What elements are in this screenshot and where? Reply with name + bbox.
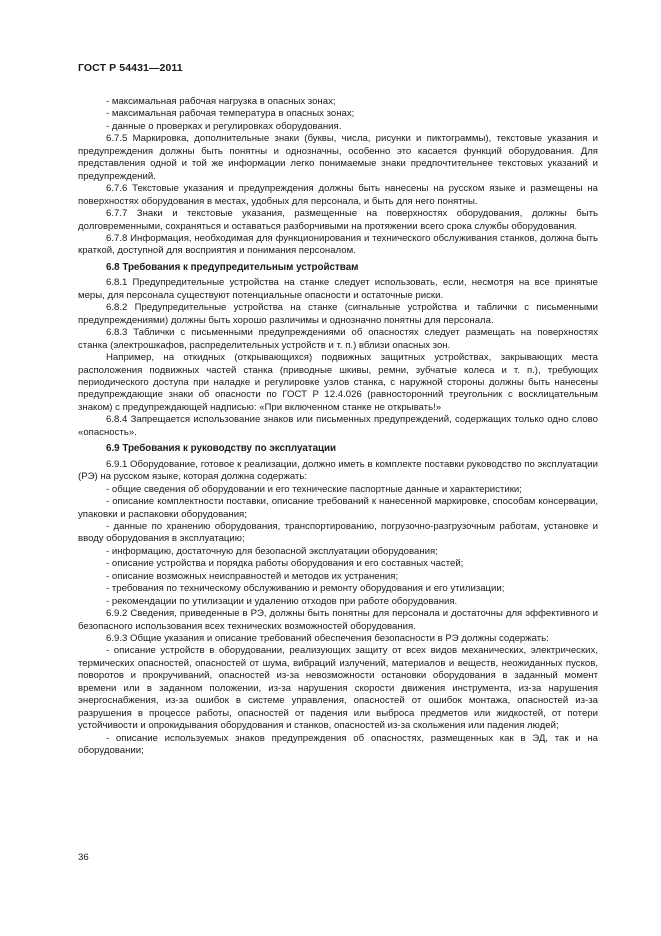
paragraph-6-9-3: 6.9.3 Общие указания и описание требований обеспечения безопасности в РЭ должны содержать: [106, 633, 549, 645]
list-item: - требования по техническому обслуживанию и ремонту оборудования и его утилизации; [106, 583, 505, 595]
list-item: - данные по хранению оборудования, транспортированию, погрузочно-разгрузочным работам, установке и вводу оборудования в эксплуатацию; [78, 520, 598, 545]
list-item: - рекомендации по утилизации и удалению отходов при работе оборудования. [106, 595, 458, 607]
paragraph-6-7-5: 6.7.5 Маркировка, дополнительные знаки (буквы, числа, рисунки и пиктограммы), текстовые указания и предупреждения должны быть понятны и однозначны, особенно это касается функций оборудования. Для представления одной и той же информации легко понимаемые знаки предпочтительнее текстовых указаний и предупреждений. [78, 133, 598, 182]
paragraph-6-8-3: 6.8.3 Таблички с письменными предупреждениями об опасностях следует размещать на поверхностях станка (электрошкафов, распределительных устройств и т. п.) вблизи опасных зон. [78, 327, 598, 351]
paragraph-6-9-1: 6.9.1 Оборудование, готовое к реализации, должно иметь в комплекте поставки руководство по эксплуатации (РЭ) на русском языке, которая должна содержать: [78, 458, 598, 483]
list-item: - максимальная рабочая нагрузка в опасных зонах; [106, 96, 336, 107]
paragraph-6-8-4: 6.8.4 Запрещается использование знаков или письменных предупреждений, содержащих только одно слово «опасность». [78, 414, 598, 438]
paragraph-6-8-2: 6.8.2 Предупредительные устройства на станке (сигнальные устройства и таблички с письменными предупреждениями) должны быть хорошо различимы и однозначно понятны для персонала. [78, 302, 598, 326]
paragraph-6-7-8: 6.7.8 Информация, необходимая для функционирования и технического обслуживания станков, должна быть краткой, доступной для восприятия и понимания персоналом. [78, 232, 598, 257]
list-item: - описание устройства и порядка работы оборудования и его составных частей; [106, 558, 464, 570]
paragraph-example: Например, на откидных (открывающихся) подвижных защитных устройствах, закрывающих места расположения подвижных частей станка (приводные шкивы, ремни, зубчатые колеса и т. п.), требующих периодического доступа при наладке и регулировке узлов станка, с наружной стороны должны быть нанесены предупреждающие знаки об опасности по ГОСТ Р 12.4.026 (равносторонний треугольник с восклицательным знаком) с предупреждающей надписью: «При включенном станке не открывать!» [78, 352, 598, 413]
list-item: - данные о проверках и регулировках оборудования. [106, 120, 342, 132]
document-body [78, 96, 598, 758]
list-item: - информацию, достаточную для безопасной эксплуатации оборудования; [106, 545, 438, 557]
list-item: - описание используемых знаков предупреждения об опасностях, размещенных как в ЭД, так и на оборудовании; [78, 732, 598, 757]
document-header: ГОСТ Р 54431—2011 [78, 62, 183, 74]
paragraph-6-7-6: 6.7.6 Текстовые указания и предупреждения должны быть нанесены на русском языке и размещены на поверхностях оборудования в местах, удобных для персонала, и быть для него понятны. [78, 183, 598, 207]
section-heading-6-9: 6.9 Требования к руководству по эксплуатации [106, 443, 337, 455]
list-item: - описание возможных неисправностей и методов их устранения; [106, 570, 399, 582]
page-number: 36 [78, 852, 89, 863]
list-item: - максимальная рабочая температура в опасных зонах; [106, 108, 355, 120]
paragraph-6-8-1: 6.8.1 Предупредительные устройства на станке следует использовать, если, несмотря на все принятые меры, для персонала существуют потенциальные опасности и остаточные риски. [78, 277, 598, 301]
section-heading-6-8: 6.8 Требования к предупредительным устройствам [106, 261, 359, 273]
list-item: - описание комплектности поставки, описание требований к нанесенной маркировке, способам консервации, упаковки и распаковки оборудования; [78, 496, 598, 520]
list-item: - общие сведения об оборудовании и его технические паспортные данные и характеристики; [106, 483, 522, 495]
paragraph-6-7-7: 6.7.7 Знаки и текстовые указания, размещенные на поверхностях оборудования, должны быть долговременными, сохраняться и оставаться разборчивыми на протяжении всего срока службы оборудования. [78, 208, 598, 232]
list-item: - описание устройств в оборудовании, реализующих защиту от всех видов механических, электрических, термических опасностей, опасностей от шума, вибраций излучений, материалов и веществ, неожиданных пусков, поворотов и прокручиваний, опасностей из-за невозможности остановки оборудования в заданный момент времени или в заданном положении, из-за нарушения скорости движения инструмента, из-за нарушения энергоснабжения, из-за ошибок в системе управления, опасностей от ошибок монтажа, опасностей из-за разрушения в процессе работы, опасностей от падения или выброса предметов или жидкостей, от потери устойчивости и опрокидывания оборудования и станков, опасностей из-за скольжения или падения людей; [78, 645, 598, 732]
paragraph-6-9-2: 6.9.2 Сведения, приведенные в РЭ, должны быть понятны для персонала и достаточны для эффективного и безопасного использования всех технических возможностей оборудования. [78, 608, 598, 632]
